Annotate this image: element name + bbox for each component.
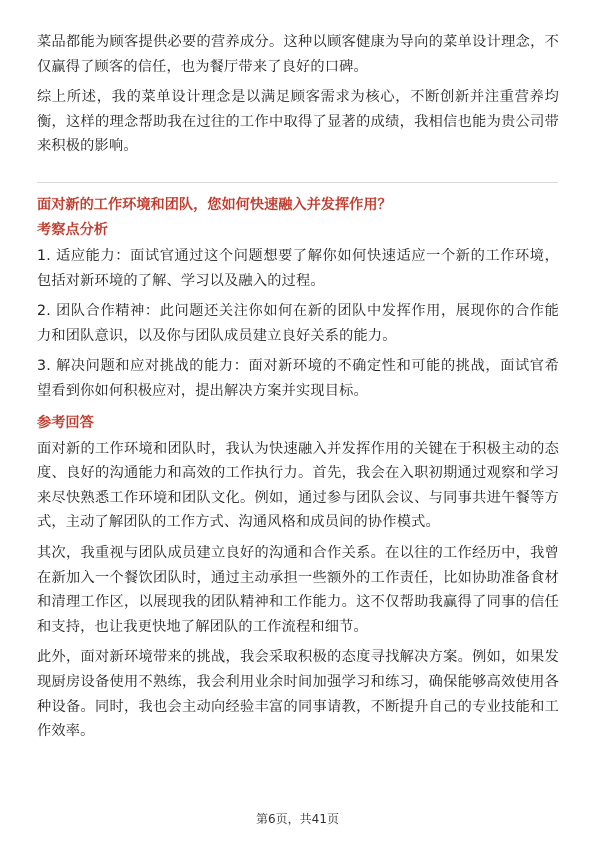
analysis-item: 2. 团队合作精神：此问题还关注你如何在新的团队中发挥作用，展现你的合作能力和团队意识，以及你与团队成员建立良好关系的能力。 (37, 303, 559, 344)
intro-paragraph: 菜品都能为顾客提供必要的营养成分。这种以顾客健康为导向的菜单设计理念，不仅赢得了顾客的信任，也为餐厅带来了良好的口碑。 (37, 34, 559, 75)
analysis-title: 考察点分析 (37, 222, 108, 238)
answer-paragraph: 其次，我重视与团队成员建立良好的沟通和合作关系。在以往的工作经历中，我曾在新加入一个餐饮团队时，通过主动承担一些额外的工作责任，比如协助准备食材和清理工作区，以展现我的团队精神和工作能力。这不仅帮助我赢得了同事的信任和支持，也让我更快地了解团队的工作流程和细节。 (37, 544, 559, 635)
analysis-item: 1. 适应能力：面试官通过这个问题想要了解你如何快速适应一个新的工作环境，包括对新环境的了解、学习以及融入的过程。 (37, 248, 559, 289)
analysis-item: 3. 解决问题和应对挑战的能力：面对新环境的不确定性和可能的挑战，面试官希望看到你如何积极应对，提出解决方案并实现目标。 (37, 358, 559, 399)
page-footer: 第6页，共41页 (256, 812, 339, 826)
question-heading: 面对新的工作环境和团队，您如何快速融入并发挥作用？ (37, 197, 392, 213)
question-section (37, 193, 559, 750)
section-divider (37, 182, 558, 183)
answer-paragraph: 面对新的工作环境和团队时，我认为快速融入并发挥作用的关键在于积极主动的态度、良好的沟通能力和高效的工作执行力。首先，我会在入职初期通过观察和学习来尽快熟悉工作环境和团队文化。例如，通过参与团队会议、与同事共进午餐等方式，主动了解团队的工作方式、沟通风格和成员间的协作模式。 (37, 440, 559, 531)
intro-paragraph: 综上所述，我的菜单设计理念是以满足顾客需求为核心，不断创新并注重营养均衡，这样的理念帮助我在过往的工作中取得了显著的成绩，我相信也能为贵公司带来积极的影响。 (37, 89, 559, 155)
intro-section (37, 30, 559, 165)
answer-title: 参考回答 (37, 414, 94, 431)
answer-paragraph: 此外，面对新环境带来的挑战，我会采取积极的态度寻找解决方案。例如，如果发现厨房设备使用不熟练，我会利用业余时间加强学习和练习，确保能够高效使用各种设备。同时，我也会主动向经验丰富的同事请教，不断提升自己的专业技能和工作效率。 (37, 649, 559, 740)
